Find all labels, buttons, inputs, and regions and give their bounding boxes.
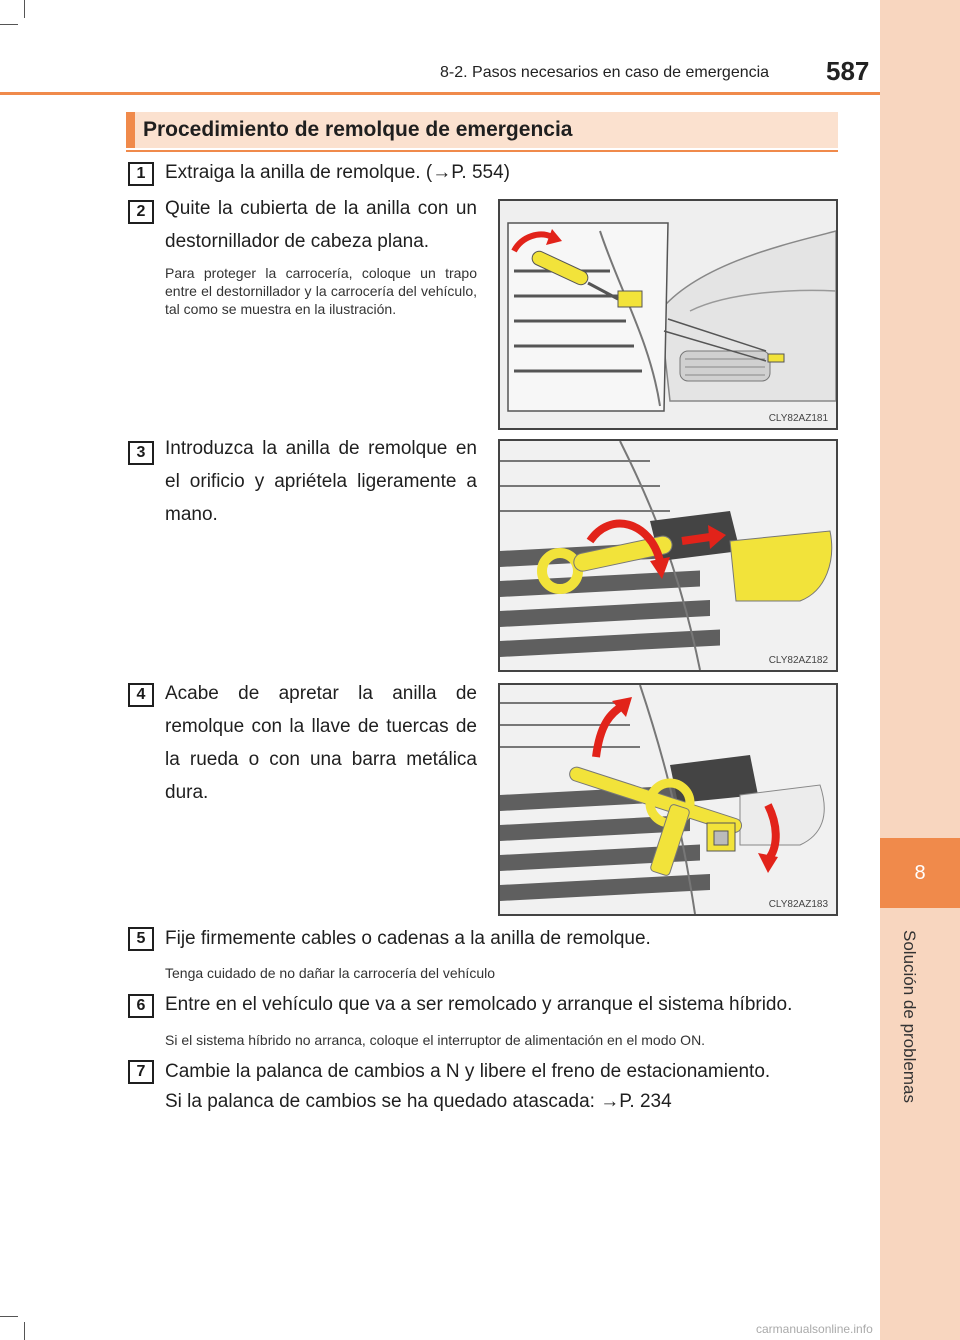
crop-mark (0, 1316, 18, 1317)
figure-tighten-ring (498, 683, 838, 916)
illustration-screwdriver (500, 201, 836, 428)
crop-mark (24, 1322, 25, 1340)
step-number-5: 5 (128, 927, 154, 951)
figure-code: CLY82AZ182 (768, 655, 828, 666)
page-number: 587 (826, 56, 870, 86)
figure-code: CLY82AZ183 (768, 899, 828, 910)
illustration-wrench (500, 685, 836, 914)
step-text-5: Fije firmemente cables o cadenas a la anilla de remolque. (165, 928, 651, 949)
step-text-2: Quite la cubierta de la anilla con un destornillador de cabeza plana. (165, 198, 477, 252)
watermark: carmanualsonline.info (756, 1322, 873, 1336)
crop-mark (24, 0, 25, 18)
figure-insert-ring (498, 439, 838, 672)
step-text-3: Introduzca la anilla de remolque en el orificio y apriétela ligeramente a mano. (165, 438, 477, 525)
chapter-tab (880, 838, 960, 908)
side-band (880, 0, 960, 1340)
illustration-towing-ring (500, 441, 836, 670)
step-number-2: 2 (128, 200, 154, 224)
step-text-7-continued: Si la palanca de cambios se ha quedado atascada: →P. 234 (165, 1091, 672, 1112)
figure-remove-cover (498, 199, 838, 430)
step-note-2: Para proteger la carrocería, coloque un trapo entre el destornillador y la carrocería del vehículo, tal como se muestra en la ilustración. (165, 265, 477, 317)
header-rule (0, 92, 880, 95)
chapter-number: 8 (914, 861, 926, 884)
section-underline (126, 150, 838, 152)
step-number-6: 6 (128, 994, 154, 1018)
running-title: 8-2. Pasos necesarios en caso de emergencia (440, 64, 770, 81)
step-number-3: 3 (128, 441, 154, 465)
figure-code: CLY82AZ181 (768, 413, 828, 424)
step-number-7: 7 (128, 1060, 154, 1084)
step-number-4: 4 (128, 683, 154, 707)
section-title (126, 112, 838, 148)
step-note-6: Si el sistema híbrido no arranca, coloque el interruptor de alimentación en el modo ON. (165, 1032, 706, 1048)
step-text-1: Extraiga la anilla de remolque. (→P. 554) (165, 162, 511, 183)
step-text-4: Acabe de apretar la anilla de remolque con la llave de tuercas de la rueda o con una barra metálica dura. (165, 683, 477, 803)
step-number-1: 1 (128, 162, 154, 186)
chapter-title: Solución de problemas (900, 930, 919, 1103)
step-text-6: Entre en el vehículo que va a ser remolcado y arranque el sistema híbrido. (165, 994, 793, 1015)
step-text-7: Cambie la palanca de cambios a N y libere el freno de estacionamiento. (165, 1061, 771, 1082)
crop-mark (0, 24, 18, 25)
step-note-5: Tenga cuidado de no dañar la carrocería del vehículo (165, 965, 495, 981)
section-title-text: Procedimiento de remolque de emergencia (143, 118, 573, 141)
